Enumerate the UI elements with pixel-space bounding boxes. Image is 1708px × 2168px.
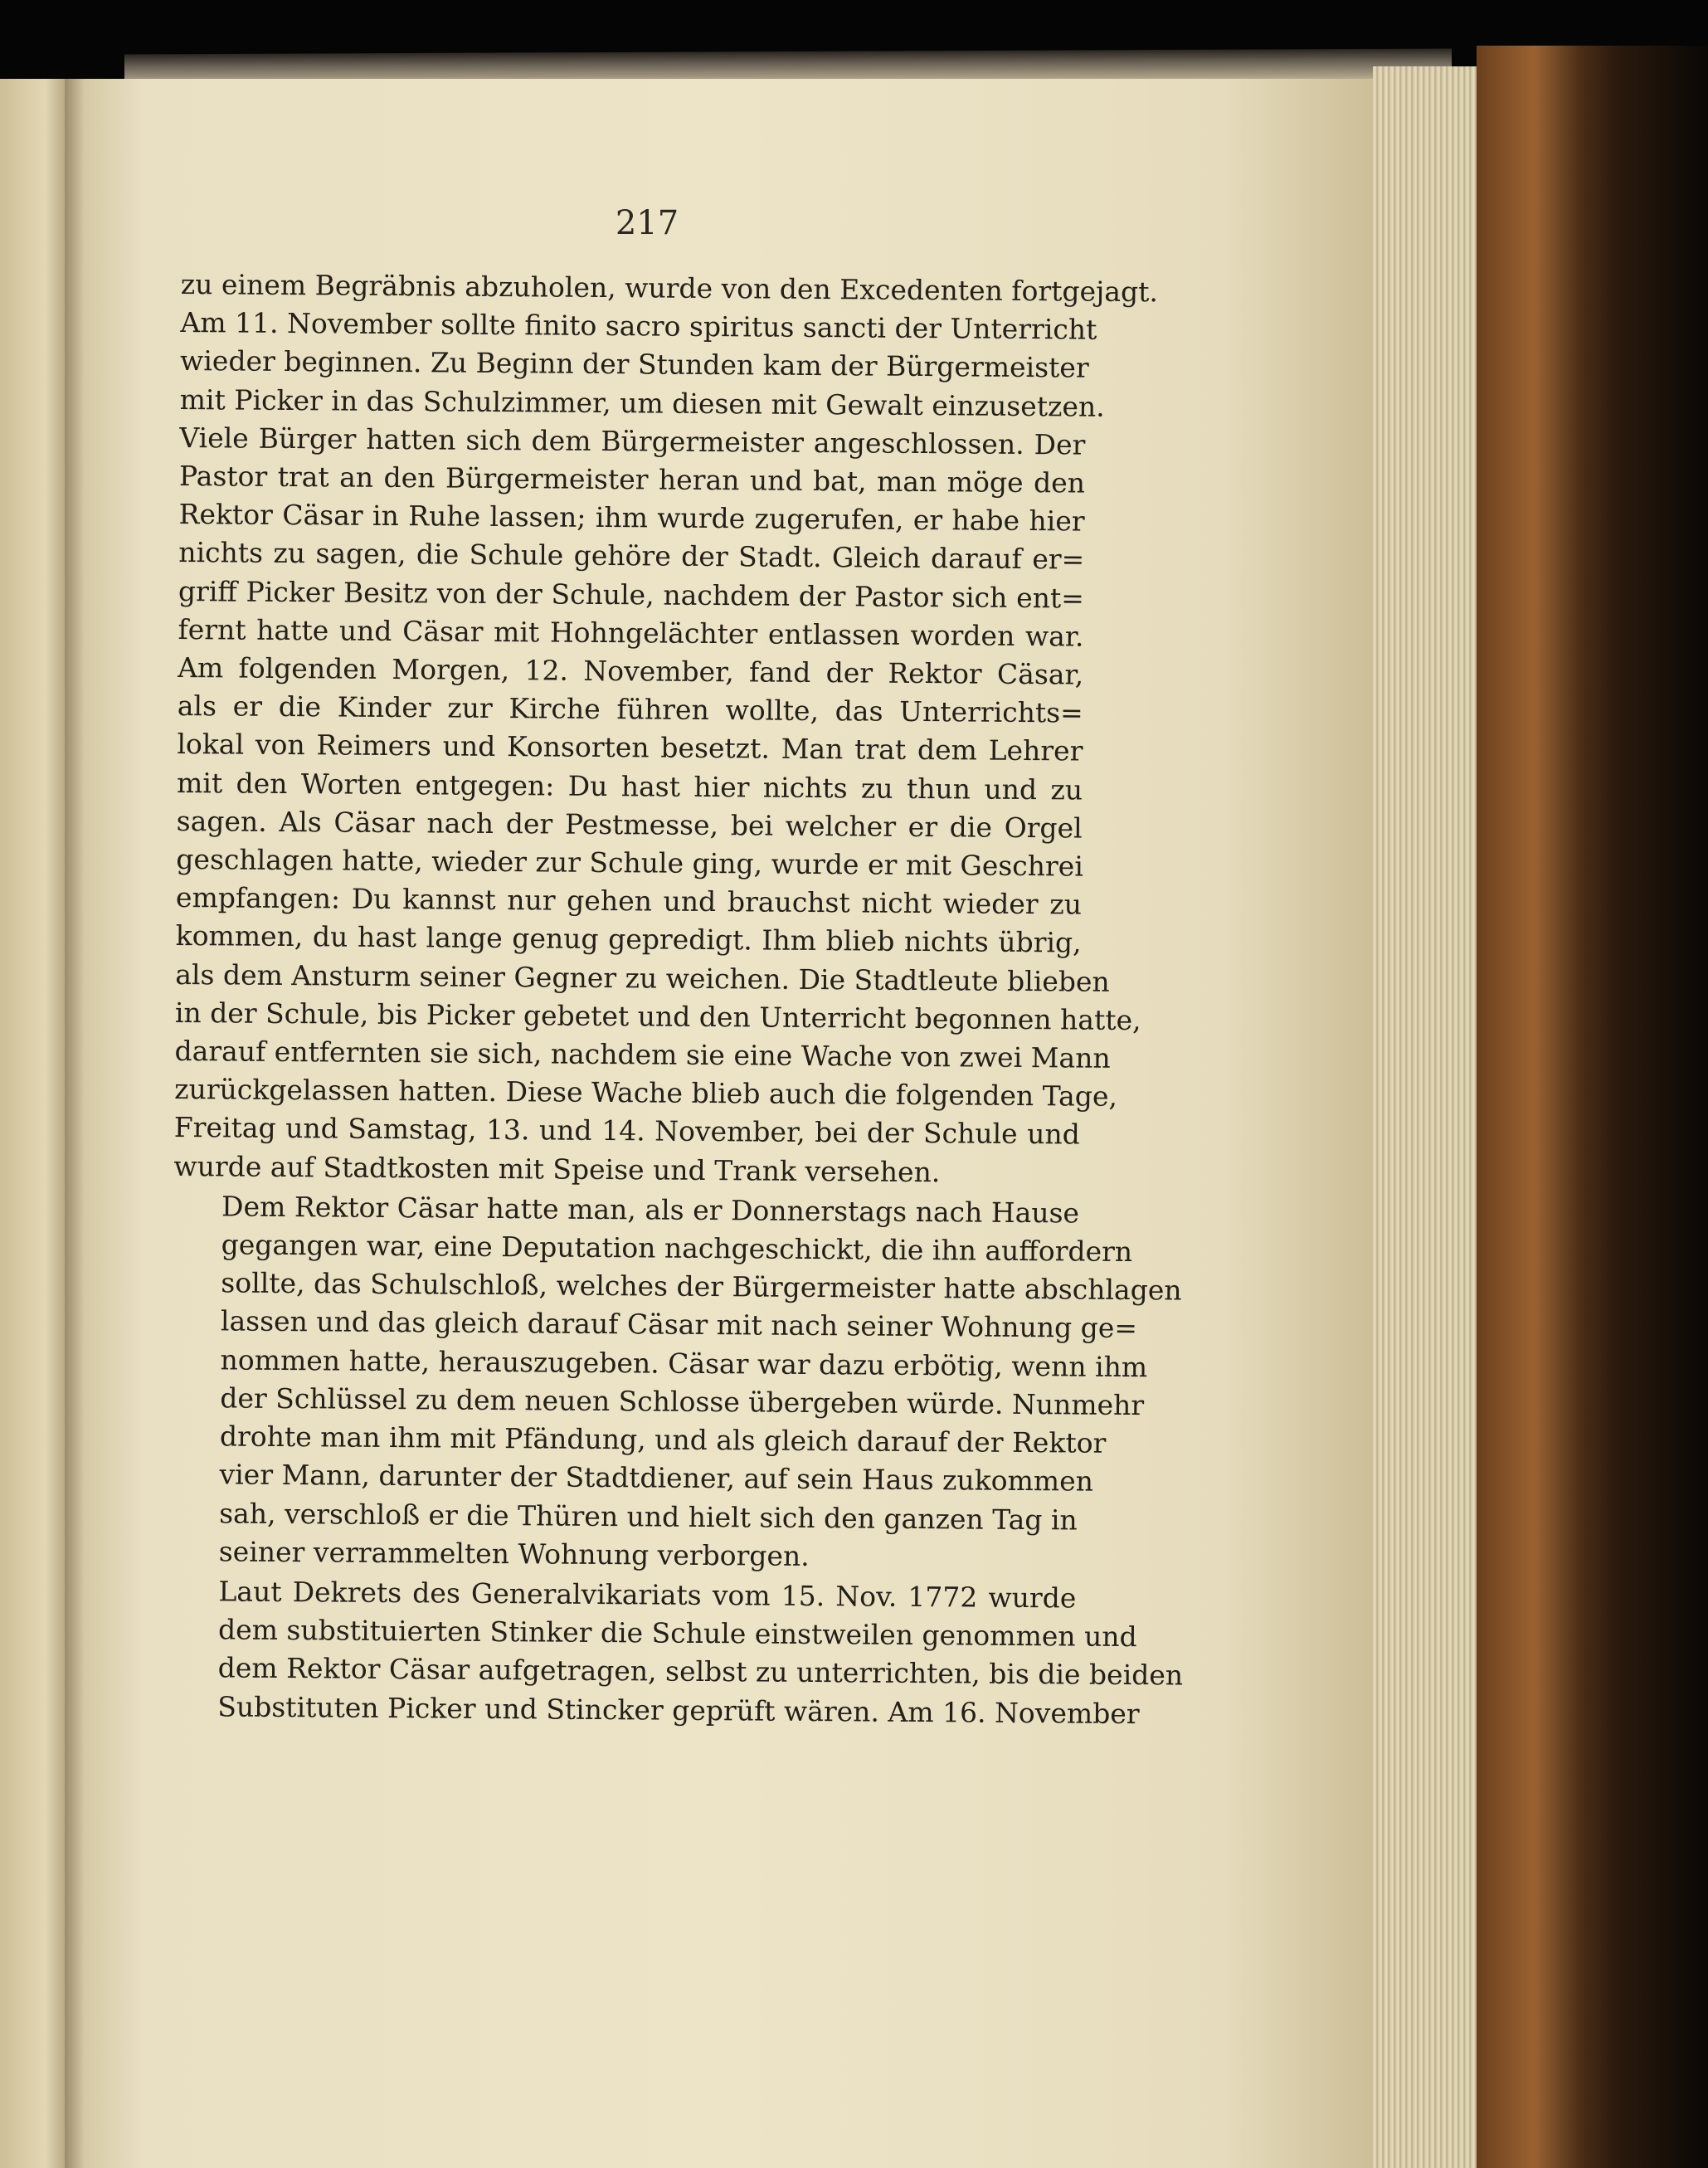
text-line: darauf entfernten sie sich, nachdem sie eine Wache von zwei Mann: [174, 1035, 1111, 1074]
text-line: zurückgelassen hatten. Diese Wache blieb auch die folgenden Tage,: [174, 1073, 1118, 1113]
text-line: gegangen war, eine Deputation nachgeschickt, die ihn auffordern: [221, 1228, 1133, 1269]
text-line: fernt hatte und Cäsar mit Hohngelächter entlassen worden war.: [178, 612, 1084, 653]
text-line: vier Mann, darunter der Stadtdiener, auf sein Haus zukommen: [219, 1458, 1094, 1498]
text-line: zu einem Begräbnis abzuholen, wurde von den Excedenten fortgejagt.: [180, 267, 1159, 309]
text-line: nommen hatte, herauszugeben. Cäsar war dazu erbötig, wenn ihm: [220, 1343, 1148, 1383]
text-line: Pastor trat an den Bürgermeister heran und bat, man möge den: [178, 460, 1086, 499]
text-line: wieder beginnen. Zu Beginn der Stunden kam der Bürgermeister: [179, 344, 1089, 385]
text-line: mit den Worten entgegen: Du hast hier nichts zu thun und zu: [176, 766, 1083, 806]
text-line: sollte, das Schulschloß, welches der Bürgermeister hatte abschlagen: [221, 1266, 1182, 1307]
text-line: als er die Kinder zur Kirche führen wollte, das Unterrichts=: [177, 689, 1083, 729]
text-line: geschlagen hatte, wieder zur Schule ging, wurde er mit Geschrei: [176, 843, 1083, 883]
text-line: dem Rektor Cäsar aufgetragen, selbst zu unterrichten, bis die beiden: [217, 1651, 1184, 1692]
text-line: Substituten Picker und Stincker geprüft wären. Am 16. November: [217, 1689, 1140, 1730]
text-line: der Schlüssel zu dem neuen Schlosse übergeben würde. Nunmehr: [220, 1381, 1145, 1422]
text-line: Laut Dekrets des Generalvikariats vom 15. Nov. 1772 wurde: [218, 1575, 1077, 1615]
text-line: dem substituierten Stinker die Schule einstweilen genommen und: [217, 1613, 1137, 1654]
text-line: griff Picker Besitz von der Schule, nachdem der Pastor sich ent=: [178, 574, 1085, 615]
text-line: in der Schule, bis Picker gebetet und den Unterricht begonnen hatte,: [174, 996, 1141, 1036]
text-line: nichts zu sagen, die Schule gehöre der Stadt. Gleich darauf er=: [178, 536, 1085, 576]
text-line: als dem Ansturm seiner Gegner zu weichen. Die Stadtleute blieben: [175, 957, 1110, 998]
text-line: mit Picker in das Schulzimmer, um diesen mit Gewalt einzusetzen.: [179, 382, 1105, 423]
page-number: 217: [615, 204, 679, 242]
text-line: sagen. Als Cäsar nach der Pestmesse, bei welcher er die Orgel: [176, 804, 1083, 845]
text-line: Dem Rektor Cäsar hatte man, als er Donnerstags nach Hause: [221, 1190, 1080, 1230]
paragraph: [171, 1187, 1182, 1578]
text-line: wurde auf Stadtkosten mit Speise und Trank versehen.: [173, 1149, 941, 1188]
page-stack-edge: [1373, 66, 1489, 2168]
text-line: lokal von Reimers und Konsorten besetzt. Man trat dem Lehrer: [177, 728, 1083, 767]
gutter-shadow: [65, 79, 85, 2168]
text-line: Freitag und Samstag, 13. und 14. November, bei der Schule und: [173, 1111, 1080, 1152]
body-text: [169, 266, 1184, 1732]
text-line: lassen und das gleich darauf Cäsar mit nach seiner Wohnung ge=: [220, 1304, 1138, 1345]
text-line: kommen, du hast lange genug gepredigt. Ihm blieb nichts übrig,: [175, 919, 1082, 960]
text-line: seiner verrammelten Wohnung verborgen.: [218, 1535, 810, 1572]
text-line: Am folgenden Morgen, 12. November, fand der Rektor Cäsar,: [178, 651, 1084, 691]
text-line: Viele Bürger hatten sich dem Bürgermeister angeschlossen. Der: [179, 421, 1086, 461]
text-line: empfangen: Du kannst nur gehen und brauchst nicht wieder zu: [175, 881, 1083, 921]
facing-page-edge: [0, 79, 65, 2168]
text-line: drohte man ihm mit Pfändung, und als gleich darauf der Rektor: [219, 1420, 1107, 1459]
paragraph: [169, 1572, 1184, 1732]
text-line: sah, verschloß er die Thüren und hielt sich den ganzen Tag in: [219, 1496, 1078, 1537]
book-cover-edge: [1477, 46, 1708, 2168]
paragraph: [173, 266, 1159, 1192]
text-line: Am 11. November sollte finito sacro spiritus sancti der Unterricht: [180, 306, 1097, 346]
text-line: Rektor Cäsar in Ruhe lassen; ihm wurde zugerufen, er habe hier: [178, 498, 1085, 538]
